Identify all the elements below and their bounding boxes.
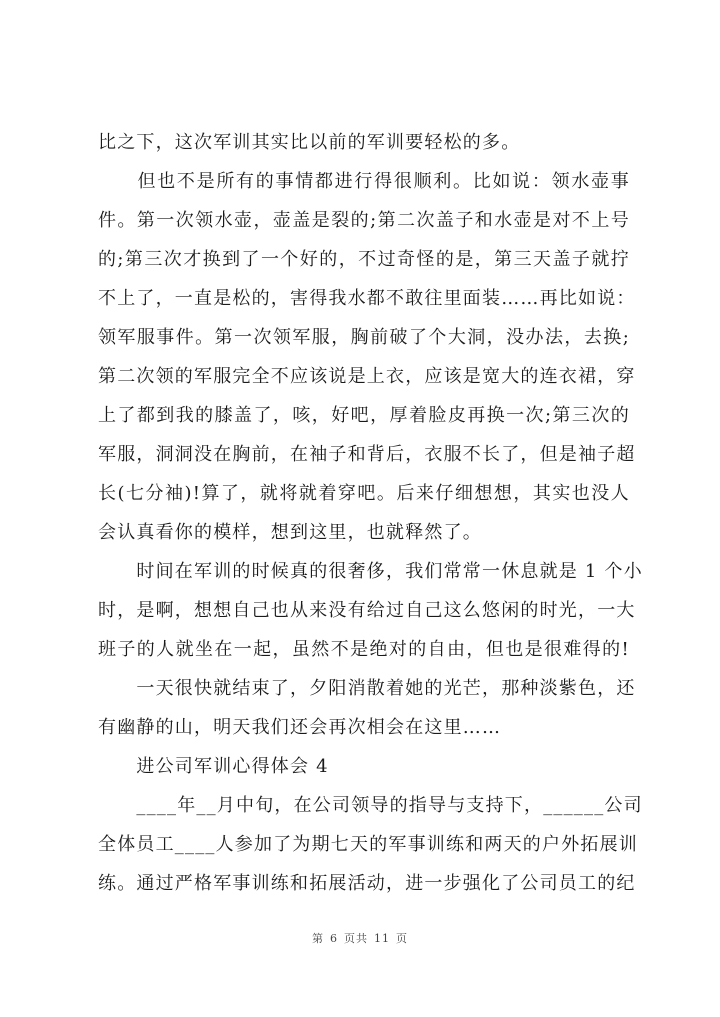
body-text-line: 不上了，一直是松的，害得我水都不敢往里面装……再比如说： [98,288,636,309]
body-text-line: 件。第一次领水壶，壶盖是裂的;第二次盖子和水壶是对不上号 [98,210,630,231]
body-text-line: 比之下，这次军训其实比以前的军训要轻松的多。 [98,132,521,153]
body-text-line: 时，是啊，想想自己也从来没有给过自己这么悠闲的时光，一大 [98,600,636,621]
body-text-line: 长(七分袖)!算了，就将就着穿吧。后来仔细想想，其实也没人 [98,483,630,504]
body-text-line: 但也不是所有的事情都进行得很顺利。比如说：领水壶事 [98,171,630,192]
footer-suffix: 页 [396,932,408,945]
body-text-line: 有幽静的山，明天我们还会再次相会在这里…… [98,717,502,738]
body-text-line: 一天很快就结束了，夕阳消散着她的光芒，那种淡紫色，还 [98,678,636,699]
footer-page-number: 6 [330,932,338,945]
body-text-line: 第二次领的军服完全不应该说是上衣，应该是宽大的连衣裙，穿 [98,366,636,387]
body-text-line: 全体员工____人参加了为期七天的军事训练和两天的户外拓展训 [98,834,638,855]
body-text-line: 军服，洞洞没在胸前，在袖子和背后，衣服不长了，但是袖子超 [98,444,636,465]
body-text-line: 时间在军训的时候真的很奢侈，我们常常一休息就是 1 个小 [98,561,643,582]
page-footer [0,930,720,946]
section-heading: 进公司军训心得体会 4 [98,756,329,777]
body-text-line: 领军服事件。第一次领军服，胸前破了个大洞，没办法，去换; [98,327,630,348]
body-text-line: ____年__月中旬，在公司领导的指导与支持下，______公司 [98,795,643,816]
body-text-line: 的;第三次才换到了一个好的，不过奇怪的是，第三天盖子就拧 [98,249,630,270]
footer-prefix: 第 [312,932,324,945]
footer-total-pages: 11 [374,932,390,945]
footer-middle: 页共 [344,932,368,945]
body-text-line: 班子的人就坐在一起，虽然不是绝对的自由，但也是很难得的! [98,639,630,660]
body-text-line: 上了都到我的膝盖了，咳，好吧，厚着脸皮再换一次;第三次的 [98,405,630,426]
body-text-line: 练。通过严格军事训练和拓展活动，进一步强化了公司员工的纪 [98,873,636,894]
body-text-line: 会认真看你的模样，想到这里，也就释然了。 [98,522,482,543]
